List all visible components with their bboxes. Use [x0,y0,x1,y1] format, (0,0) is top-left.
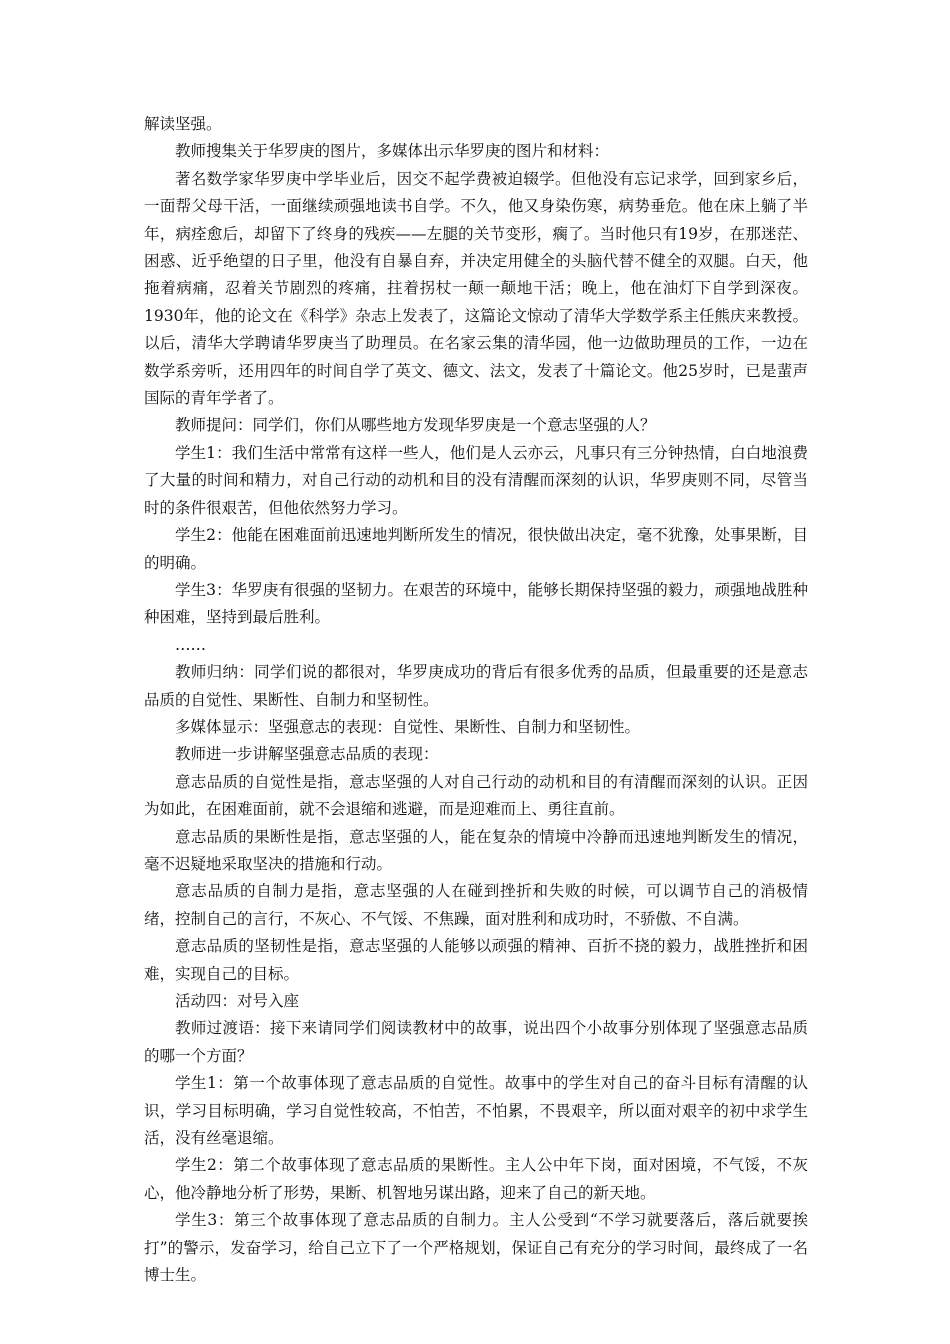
paragraph-story-student-3: 学生3：第三个故事体现了意志品质的自制力。主人公受到“不学习就要落后，落后就要挨打”的警示，发奋学习，给自己立下了一个严格规划，保证自己有充分的学习时间，最终成了一名博士生。 [144,1211,808,1285]
paragraph-multimedia-display: 多媒体显示：坚强意志的表现：自觉性、果断性、自制力和坚韧性。 [175,717,641,736]
paragraph-teacher-summary: 教师归纳：同学们说的都很对，华罗庚成功的背后有很多优秀的品质，但最重要的还是意志品质的自觉性、果断性、自制力和坚韧性。 [144,663,808,709]
paragraph-self-control: 意志品质的自制力是指，意志坚强的人在碰到挫折和失败的时候，可以调节自己的消极情绪，控制自己的言行，不灰心、不气馁、不焦躁，面对胜利和成功时，不骄傲、不自满。 [144,882,808,928]
paragraph-student-2: 学生2：他能在困难面前迅速地判断所发生的情况，很快做出决定，毫不犹豫，处事果断，目的明确。 [144,526,808,572]
paragraph-hua-luogeng-story: 著名数学家华罗庚中学毕业后，因交不起学费被迫辍学。但他没有忘记求学，回到家乡后，一面帮父母干活，一面继续顽强地读书自学。不久，他又身染伤寒，病势垂危。他在床上躺了半年，病痊愈后，却留下了终身的残疾——左腿的关节变形，瘸了。当时他只有19岁，在那迷茫、困惑、近乎绝望的日子里，他没有自暴自弃，并决定用健全的头脑代替不健全的双腿。白天，他拖着病痛，忍着关节剧烈的疼痛，拄着拐杖一颠一颠地干活；晚上，他在油灯下自学到深夜。1930年，他的论文在《科学》杂志上发表了，这篇论文惊动了清华大学数学系主任熊庆来教授。以后，清华大学聘请华罗庚当了助理员。在名家云集的清华园，他一边做助理员的工作，一边在数学系旁听，还用四年的时间自学了英文、德文、法文，发表了十篇论文。他25岁时，已是蜚声国际的青年学者了。 [144,169,808,408]
paragraph-student-1: 学生1：我们生活中常常有这样一些人，他们是人云亦云，凡事只有三分钟热情，白白地浪费了大量的时间和精力，对自己行动的动机和目的没有清醒而深刻的认识，华罗庚则不同，尽管当时的条件很艰苦，但他依然努力学习。 [144,443,808,517]
paragraph-teacher-transition: 教师过渡语：接下来请同学们阅读教材中的故事，说出四个小故事分别体现了坚强意志品质的哪一个方面？ [144,1019,808,1065]
paragraph-intro: 解读坚强。 [144,115,222,133]
paragraph-activity-four: 活动四：对号入座 [175,992,300,1010]
paragraph-consciousness: 意志品质的自觉性是指，意志坚强的人对自己行动的动机和目的有清醒而深刻的认识。正因为如此，在困难面前，就不会退缩和逃避，而是迎难而上、勇往直前。 [144,772,808,819]
paragraph-decisiveness: 意志品质的果断性是指，意志坚强的人，能在复杂的情境中冷静而迅速地判断发生的情况，毫不迟疑地采取坚决的措施和行动。 [144,827,808,873]
paragraph-teacher-question: 教师提问：同学们，你们从哪些地方发现华罗庚是一个意志坚强的人？ [175,416,656,435]
paragraph-ellipsis: …… [175,635,206,654]
paragraph-teacher-explain: 教师进一步讲解坚强意志品质的表现： [175,745,439,764]
paragraph-story-student-1: 学生1：第一个故事体现了意志品质的自觉性。故事中的学生对自己的奋斗目标有清醒的认识，学习目标明确，学习自觉性较高，不怕苦，不怕累，不畏艰辛，所以面对艰辛的初中求学生活，没有丝毫退缩。 [144,1074,808,1148]
paragraph-teacher-collect: 教师搜集关于华罗庚的图片，多媒体出示华罗庚的图片和材料： [175,142,610,161]
paragraph-student-3: 学生3：华罗庚有很强的坚韧力。在艰苦的环境中，能够长期保持坚强的毅力，顽强地战胜种种困难，坚持到最后胜利。 [144,580,808,627]
paragraph-story-student-2: 学生2：第二个故事体现了意志品质的果断性。主人公中年下岗，面对困境，不气馁，不灰心，他冷静地分析了形势，果断、机智地另谋出路，迎来了自己的新天地。 [144,1156,808,1202]
paragraph-perseverance: 意志品质的坚韧性是指，意志坚强的人能够以顽强的精神、百折不挠的毅力，战胜挫折和困难，实现自己的目标。 [144,937,808,983]
document-body [144,111,808,1289]
